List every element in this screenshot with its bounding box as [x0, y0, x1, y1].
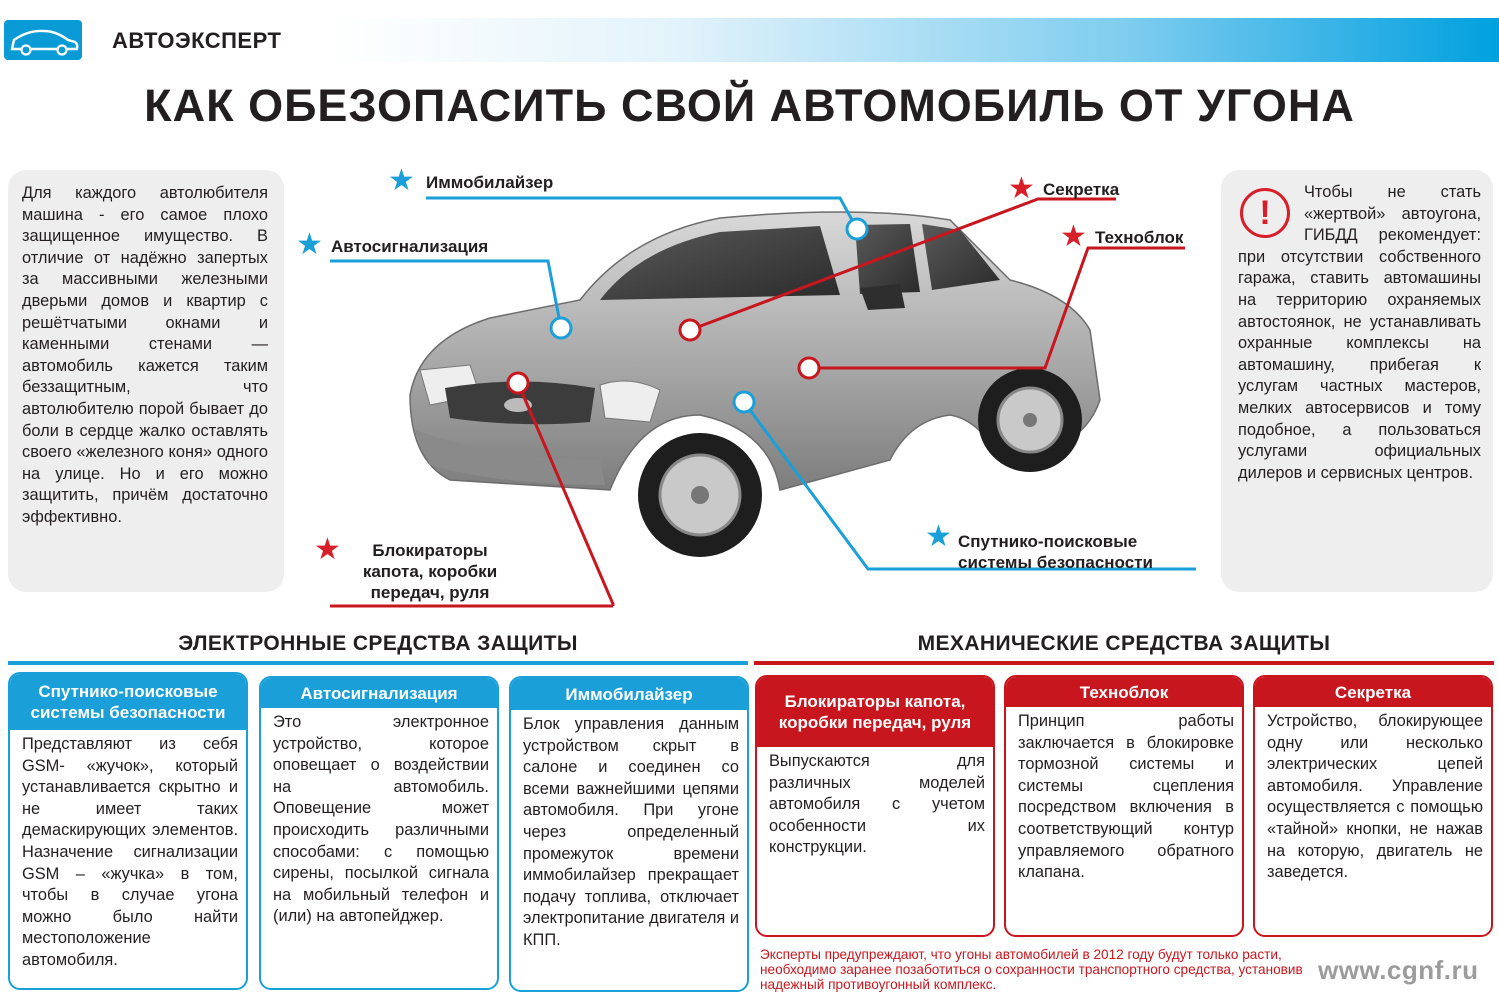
card-blockers	[755, 675, 995, 937]
card-title: Иммобилайзер	[511, 678, 747, 710]
intro-text: Для каждого автолюбителя машина - его самое плохо защищенное имущество. В отличие от надёжно запертых за массивными железными дверьми домов и квартир с решётчатыми окнами и каменными стенами — автомобиль кажется таким беззащитным, что автолюбителю порой бывает до боли в сердце жалко оставлять своего «железного коня» одного на улице. Но и его можно защитить, причём достаточно эффективно.	[22, 184, 268, 526]
card-title: Техноблок	[1006, 677, 1242, 707]
exclamation-icon: !	[1240, 188, 1290, 238]
blue-star-icon: ★	[925, 520, 952, 553]
footnote: Эксперты предупреждают, что угоны автомобилей в 2012 году будут только расти, необходимо заранее позаботиться о сохранности транспортного средства, установив надежный противоугонный комплекс.	[760, 947, 1303, 992]
card-text: Блок управления данным устройством скрыт в салоне и соединен со всеми важнейшими цепями автомобиля. При угоне через определенный промежуток времени иммобилайзер прекращает подачу топлива, отключает электропитание двигателя и КПП.	[523, 715, 739, 949]
card-title: Автосигнализация	[261, 678, 497, 708]
card-technoblock	[1004, 675, 1244, 937]
section-electronic: ЭЛЕКТРОННЫЕ СРЕДСТВА ЗАЩИТЫ	[178, 632, 578, 655]
callout-blockers: Блокираторы капота, коробки передач, руля	[362, 541, 498, 602]
card-title: Секретка	[1255, 677, 1491, 707]
callout-immobilizer: Иммобилайзер	[426, 173, 554, 192]
immobilizer-marker	[847, 219, 867, 239]
card-text: Представляют из себя GSM- «жучок», который устанавливается скрытно и не имеет таких демаскирующих элементов. Назначение сигнализации GSM – «жучка» в том, чтобы в случае угона можно было найти местоположение автомобиля.	[22, 735, 238, 969]
card-secret	[1253, 675, 1493, 937]
callout-satellite: Спутнико-поисковые системы безопасности	[958, 532, 1153, 572]
card-title: Спутнико-поисковые системы безопасности	[10, 674, 246, 730]
section-mechanical: МЕХАНИЧЕСКИЕ СРЕДСТВА ЗАЩИТЫ	[917, 632, 1331, 655]
technoblock-marker	[799, 358, 819, 378]
card-title: Блокираторы капота, коробки передач, руля	[757, 677, 993, 747]
secret-marker	[680, 320, 700, 340]
callout-technoblock: Техноблок	[1095, 228, 1184, 247]
blue-star-icon: ★	[296, 228, 323, 261]
site-url: www.cgnf.ru	[1318, 955, 1479, 985]
callout-secret: Секретка	[1043, 180, 1120, 199]
satellite-marker	[734, 392, 754, 412]
red-star-icon: ★	[1060, 220, 1087, 253]
brand-name: АВТОЭКСПЕРТ	[112, 28, 282, 53]
divider	[8, 661, 748, 665]
divider	[754, 661, 1494, 665]
red-star-icon: ★	[314, 533, 341, 566]
blue-star-icon: ★	[388, 164, 415, 197]
alarm-marker	[551, 318, 571, 338]
card-text: Принцип работы заключается в блокировке тормозной системы и системы сцепления посредством включения в соответствующий контур управляемого обратного клапана.	[1018, 712, 1234, 882]
red-star-icon: ★	[1008, 172, 1035, 205]
card-text: Устройство, блокирующее одну или несколько электрических цепей автомобиля. Управление осуществляется с помощью «тайной» кнопки, не нажав на которую, двигатель не заведется.	[1267, 712, 1483, 882]
card-text: Выпускаются для различных моделей автомобиля с учетом особенности их конструкции.	[769, 752, 985, 857]
card-text: Это электронное устройство, которое оповещает о воздействии на автомобиль. Оповещение может происходить различными способами: с помощью сирены, посылкой сигнала на мобильный телефон и (или) на автопейджер.	[273, 713, 489, 926]
warning-text: Чтобы не стать «жертвой» автоугона, ГИБДД рекомендует: при отсутствии собственного гаража, ставить автомашины на территорию охраняемых автостоянок, не устанавливать охранные комплексы на автомашину, прибегая к услугам частных мастеров, мелких автосервисов и тому подобное, а пользоваться услугами официальных дилеров и сервисных центров.	[1238, 183, 1481, 482]
card-satellite	[8, 672, 248, 990]
card-immobilizer	[509, 676, 749, 992]
blockers-marker	[508, 373, 528, 393]
page-title: КАК ОБЕЗОПАСИТЬ СВОЙ АВТОМОБИЛЬ ОТ УГОНА	[144, 80, 1355, 131]
callout-alarm: Автосигнализация	[331, 237, 489, 256]
card-alarm	[259, 676, 499, 990]
